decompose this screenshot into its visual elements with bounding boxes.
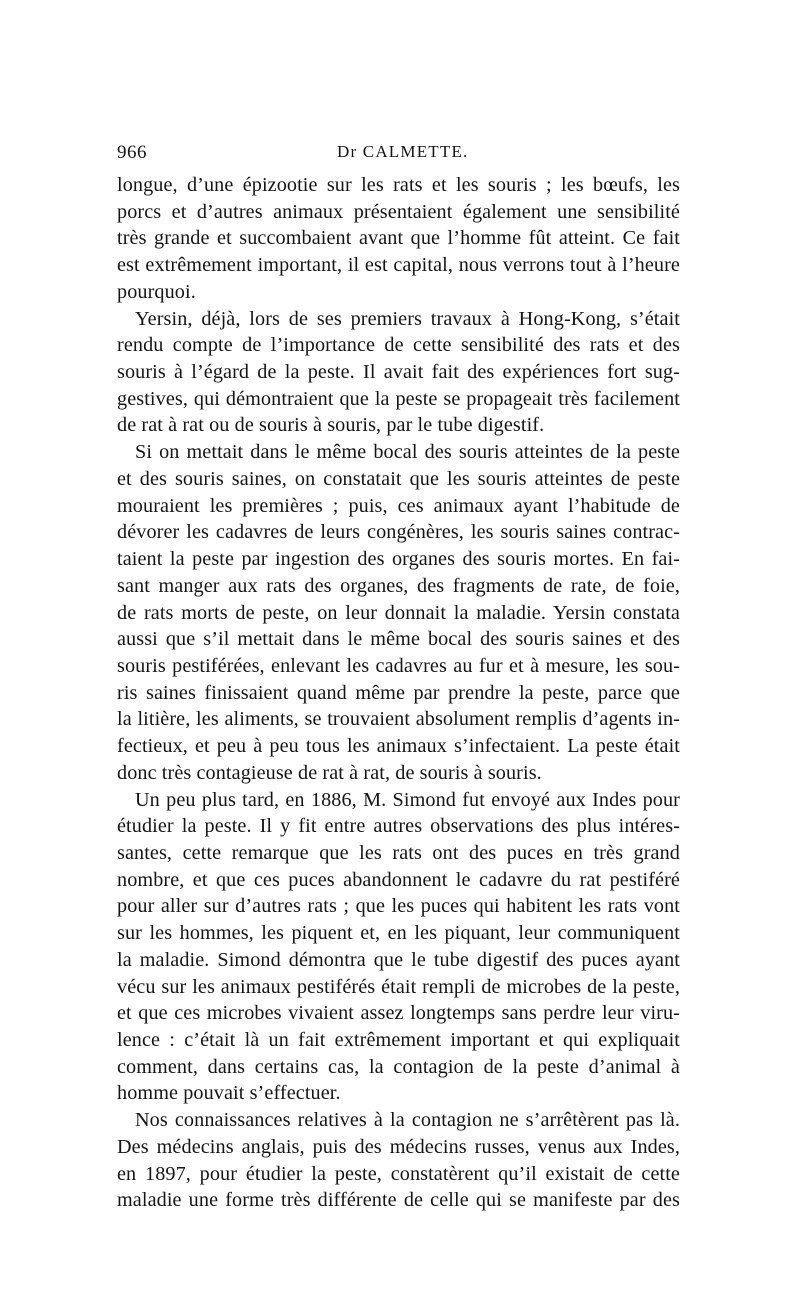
text-line: et des souris saines, on constatait que les souris atteintes de peste	[117, 467, 680, 490]
text-line: porcs et d’autres animaux présentaient également une sensibilité	[117, 200, 680, 223]
text-line: maladie une forme très différente de celle qui se manifeste par des	[117, 1189, 680, 1212]
text-line: pourquoi.	[117, 280, 196, 303]
text-line: santes, cette remarque que les rats ont des puces en très grand	[117, 841, 680, 864]
text-line: Nos connaissances relatives à la contagion ne s’arrêtèrent pas là.	[135, 1109, 680, 1132]
text-line: Des médecins anglais, puis des médecins russes, venus aux Indes,	[117, 1135, 680, 1158]
text-line: la litière, les aliments, se trouvaient absolument remplis d’agents in-	[117, 708, 680, 731]
page-number: 966	[117, 142, 147, 163]
text-line: sant manger aux rats des organes, des fragments de rate, de foie,	[117, 574, 680, 597]
text-line: longue, d’une épizootie sur les rats et les souris ; les bœufs, les	[117, 174, 680, 196]
text-line: Yersin, déjà, lors de ses premiers travaux à Hong-Kong, s’était	[135, 307, 680, 330]
text-line: aussi que s’il mettait dans le même bocal des souris saines et des	[117, 628, 680, 651]
text-line: rendu compte de l’importance de cette sensibilité des rats et des	[117, 334, 680, 357]
text-line: homme pouvait s’effectuer.	[117, 1082, 341, 1105]
text-line: nombre, et que ces puces abandonnent le cadavre du rat pestiféré	[117, 868, 680, 891]
text-line: vécu sur les animaux pestiférés était rempli de microbes de la peste,	[117, 975, 680, 998]
text-line: sur les hommes, les piquent et, en les piquant, leur communiquent	[117, 922, 680, 945]
text-line: Un peu plus tard, en 1886, M. Simond fut envoyé aux Indes pour	[135, 788, 680, 811]
text-line: donc très contagieuse de rat à rat, de souris à souris.	[117, 761, 542, 784]
body-text	[117, 172, 680, 1214]
text-line: gestives, qui démontraient que la peste se propageait très facilement	[117, 387, 680, 410]
text-line: mouraient les premières ; puis, ces animaux ayant l’habitude de	[117, 494, 680, 517]
text-line: dévorer les cadavres de leurs congénères, les souris saines contrac-	[117, 521, 680, 544]
text-line: Si on mettait dans le même bocal des souris atteintes de la peste	[135, 441, 680, 464]
text-line: lence : c’était là un fait extrêmement important et qui expliquait	[117, 1029, 680, 1051]
text-line: en 1897, pour étudier la peste, constatèrent qu’il existait de cette	[117, 1162, 680, 1185]
text-line: étudier la peste. Il y fit entre autres observations des plus intéres-	[117, 815, 680, 838]
text-line: de rats morts de peste, on leur donnait la maladie. Yersin constata	[117, 601, 680, 624]
text-line: pour aller sur d’autres rats ; que les puces qui habitent les rats vont	[117, 895, 680, 918]
text-line: ris saines finissaient quand même par prendre la peste, parce que	[117, 681, 680, 704]
text-line: souris à l’égard de la peste. Il avait fait des expériences fort sug-	[117, 361, 680, 384]
text-line: fectieux, et peu à peu tous les animaux s’infectaient. La peste était	[117, 735, 680, 758]
page-header	[117, 142, 680, 168]
text-line: et que ces microbes vivaient assez longtemps sans perdre leur viru-	[117, 1002, 680, 1025]
text-line: la maladie. Simond démontra que le tube digestif des puces ayant	[117, 948, 680, 971]
text-line: souris pestiférées, enlevant les cadavres au fur et à mesure, les sou-	[117, 654, 680, 677]
text-line: très grande et succombaient avant que l’homme fût atteint. Ce fait	[117, 227, 680, 250]
text-line: est extrêmement important, il est capital, nous verrons tout à l’heure	[117, 254, 680, 277]
running-head: Dr CALMETTE.	[337, 142, 469, 161]
text-line: taient la peste par ingestion des organes des souris mortes. En fai-	[117, 548, 680, 571]
text-line: de rat à rat ou de souris à souris, par le tube digestif.	[117, 414, 545, 437]
text-line: comment, dans certains cas, la contagion de la peste d’animal à	[117, 1055, 680, 1078]
